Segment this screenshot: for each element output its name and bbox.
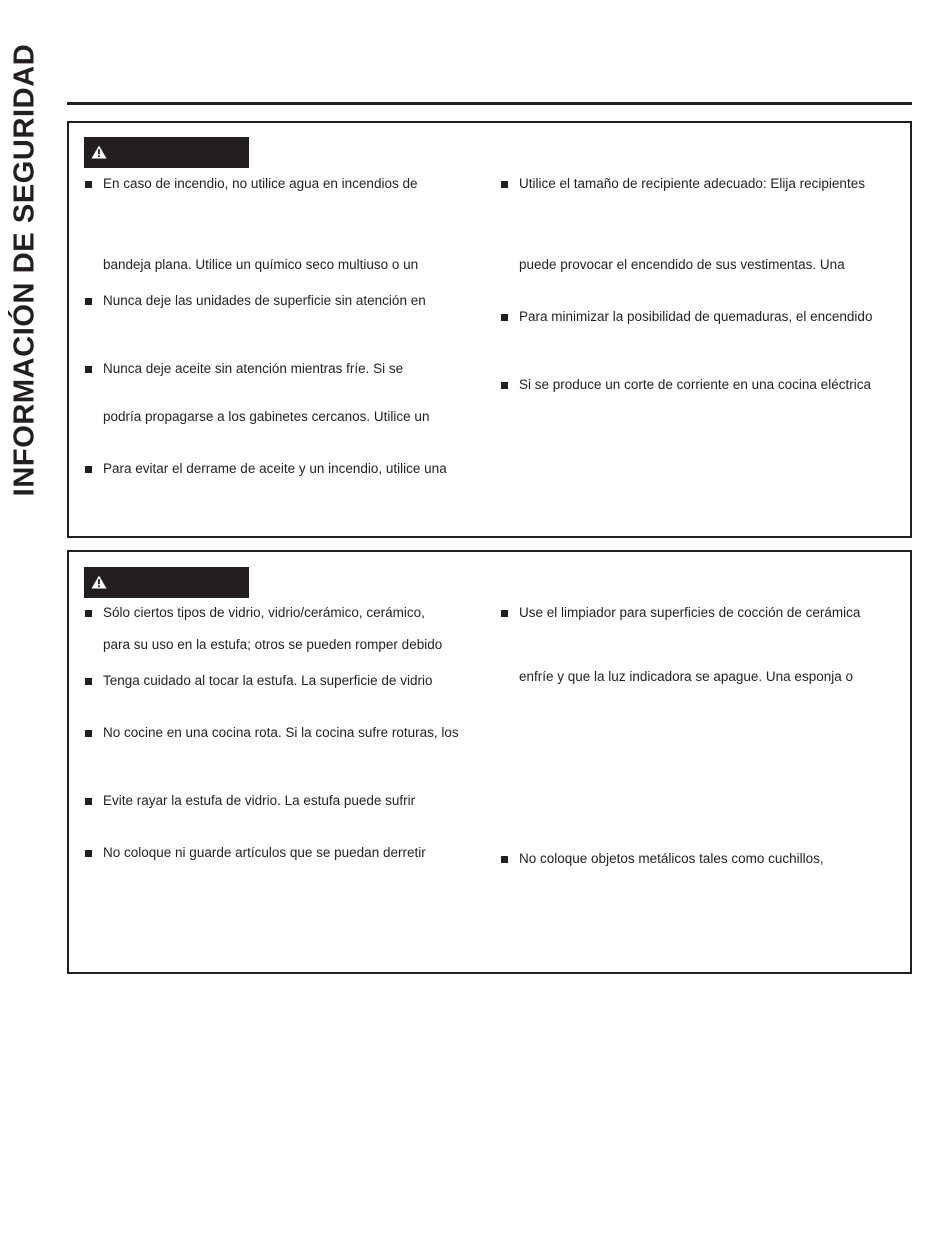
bullet-icon <box>501 314 508 321</box>
list-item-text: Use el limpiador para superficies de cocción de cerámica <box>519 605 861 620</box>
side-section-title <box>0 30 50 510</box>
list-item-continuation: podría propagarse a los gabinetes cercanos. Utilice un <box>103 409 430 424</box>
bullet-icon <box>501 382 508 389</box>
bullet-icon <box>85 366 92 373</box>
list-item-text: Para minimizar la posibilidad de quemaduras, el encendido <box>519 309 873 324</box>
list-item-continuation: puede provocar el encendido de sus vestimentas. Una <box>519 257 845 272</box>
list-item-text: Si se produce un corte de corriente en una cocina eléctrica <box>519 377 871 392</box>
bullet-icon <box>501 181 508 188</box>
list-item-continuation: enfríe y que la luz indicadora se apague. Una esponja o <box>519 669 853 684</box>
list-item-text: Nunca deje las unidades de superficie sin atención en <box>103 293 426 308</box>
list-item-text: No cocine en una cocina rota. Si la cocina sufre roturas, los <box>103 725 459 740</box>
warning-triangle-icon <box>91 575 107 589</box>
list-item-text: Evite rayar la estufa de vidrio. La estufa puede sufrir <box>103 793 416 808</box>
list-item-continuation: para su uso en la estufa; otros se pueden romper debido <box>103 637 443 652</box>
bullet-icon <box>85 850 92 857</box>
list-item-continuation: bandeja plana. Utilice un químico seco multiuso o un <box>103 257 419 272</box>
bullet-icon <box>85 730 92 737</box>
list-item-text: Nunca deje aceite sin atención mientras fríe. Si se <box>103 361 404 376</box>
list-item-text: Para evitar el derrame de aceite y un incendio, utilice una <box>103 461 447 476</box>
warning-triangle-icon <box>91 145 107 159</box>
warning-box-fire <box>67 121 912 538</box>
list-item-text: Sólo ciertos tipos de vidrio, vidrio/cerámico, cerámico, <box>103 605 425 620</box>
list-item-text: Tenga cuidado al tocar la estufa. La superficie de vidrio <box>103 673 433 688</box>
bullet-icon <box>85 181 92 188</box>
list-item-text: Utilice el tamaño de recipiente adecuado: Elija recipientes <box>519 176 865 191</box>
list-item-text: No coloque objetos metálicos tales como cuchillos, <box>519 851 824 866</box>
side-title-text: INFORMACIÓN DE SEGURIDAD <box>8 43 41 497</box>
list-item-text: En caso de incendio, no utilice agua en incendios de <box>103 176 418 191</box>
bullet-icon <box>85 678 92 685</box>
warning-header-bar <box>84 137 249 168</box>
warning-box-glass-cooktop <box>67 550 912 974</box>
bullet-icon <box>501 610 508 617</box>
bullet-icon <box>85 610 92 617</box>
bullet-icon <box>85 466 92 473</box>
list-item-text: No coloque ni guarde artículos que se puedan derretir <box>103 845 426 860</box>
bullet-icon <box>85 798 92 805</box>
bullet-icon <box>501 856 508 863</box>
top-rule <box>67 102 912 105</box>
bullet-icon <box>85 298 92 305</box>
warning-header-bar <box>84 567 249 598</box>
